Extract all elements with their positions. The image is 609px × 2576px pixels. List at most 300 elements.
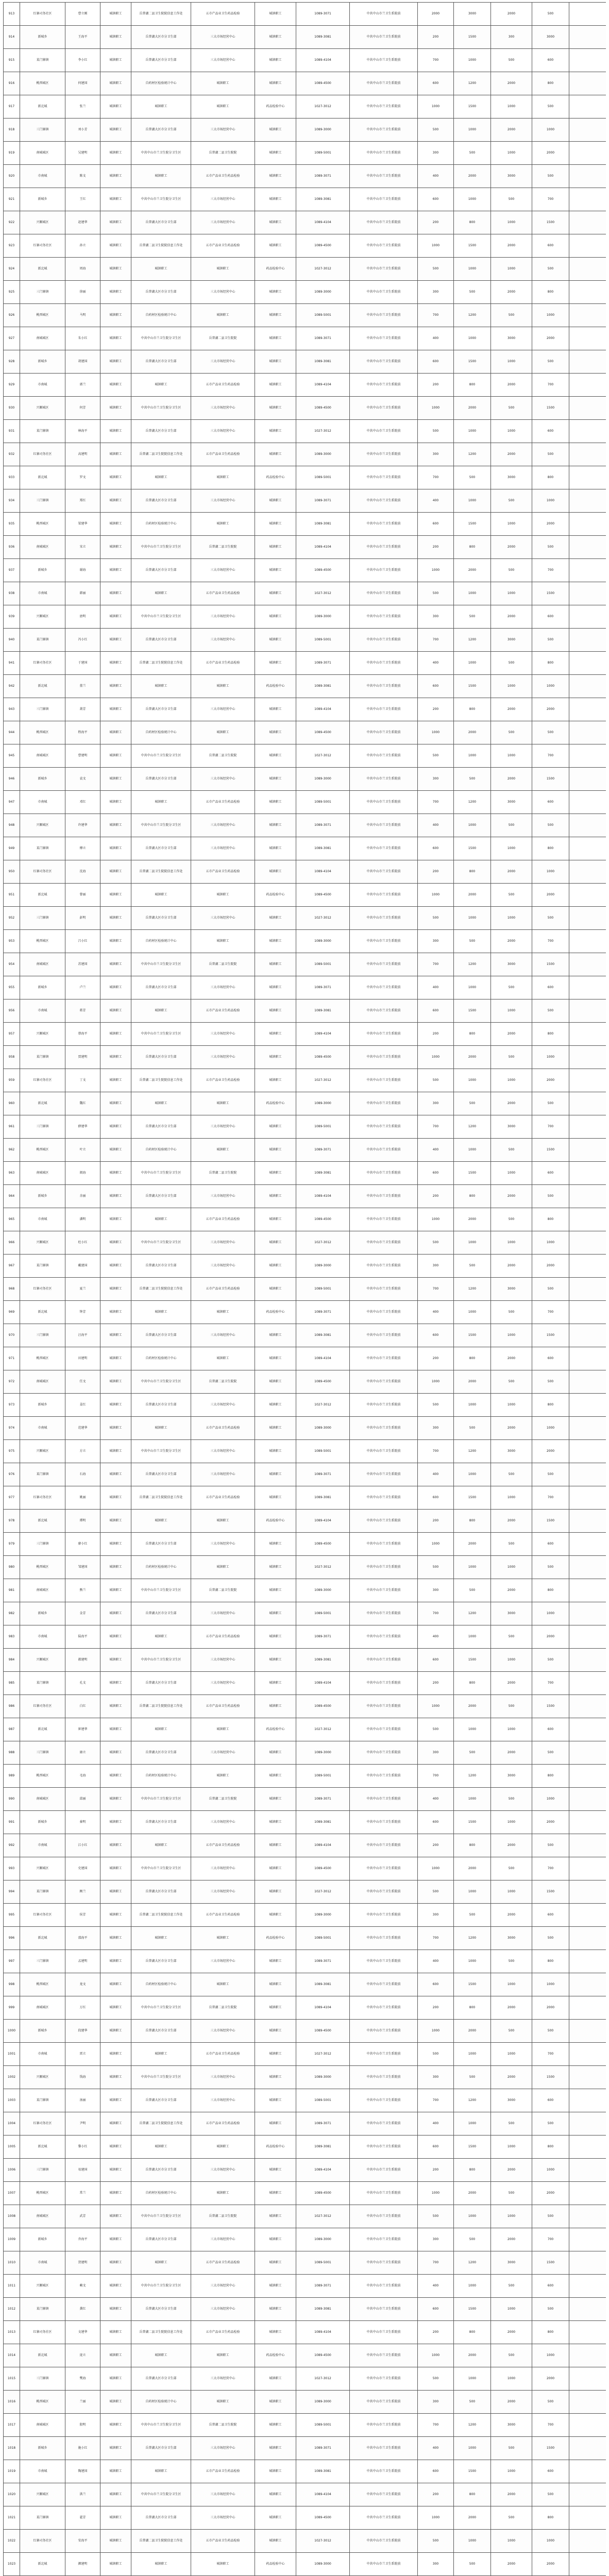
- category-cell: 城镇职工: [100, 744, 131, 768]
- amount-cell: 500: [532, 2205, 569, 2228]
- category-cell: 城镇职工: [100, 953, 131, 976]
- amount-cell: 500: [532, 2112, 569, 2136]
- institution-cell: 中共中山市兰卫生院分卫生区: [131, 536, 191, 559]
- person-name-cell: 于建国: [65, 652, 100, 675]
- category-cell: 城镇职工: [100, 2298, 131, 2321]
- plan-cell: 城镇职工: [191, 95, 255, 118]
- table-row: [4, 1046, 606, 1069]
- amount-cell: 2000: [491, 1672, 532, 1695]
- institution-cell: 岳普湖大区市分卫生部: [131, 1185, 191, 1208]
- amount-cell: 700: [532, 930, 569, 953]
- position-cell: 城镇职工: [255, 304, 296, 327]
- code-cell: 1089-3000: [296, 118, 350, 142]
- position-cell: 城镇职工: [255, 2506, 296, 2530]
- amount-cell: 600: [532, 420, 569, 443]
- person-name-cell: 郝建明: [65, 1649, 100, 1672]
- unit-cell: 中共中山市兰卫生系院前: [350, 188, 418, 211]
- position-cell: 城镇职工: [255, 1811, 296, 1834]
- unit-cell: 中共中山市兰卫生系院前: [350, 1834, 418, 1857]
- amount-cell: 1500: [454, 1811, 491, 1834]
- person-name-cell: 侯芳: [65, 1904, 100, 1927]
- institution-cell: 岳普湖二县卫生院院信息工作处: [131, 2321, 191, 2344]
- row-number-cell: 986: [4, 1695, 20, 1718]
- amount-cell: 500: [532, 1185, 569, 1208]
- person-name-cell: 沈海: [65, 860, 100, 884]
- code-cell: 1089-5001: [296, 629, 350, 652]
- institution-cell: 中共中山市兰卫生院分卫生区: [131, 1162, 191, 1185]
- institution-cell: 岳普湖大区市分卫生部: [131, 1255, 191, 1278]
- position-cell: 城镇职工: [255, 2228, 296, 2251]
- institution-cell: 岳普湖大区市分卫生部: [131, 26, 191, 49]
- amount-cell: 2000: [491, 2228, 532, 2251]
- person-name-cell: 程海平: [65, 721, 100, 744]
- amount-cell: 3000: [491, 953, 532, 976]
- code-cell: 1089-3000: [296, 2066, 350, 2089]
- code-cell: 1089-3081: [296, 2460, 350, 2483]
- amount-cell: 500: [532, 350, 569, 374]
- unit-cell: 中共中山市兰卫生系院前: [350, 258, 418, 281]
- table-row: [4, 374, 606, 397]
- row-number-cell: 947: [4, 791, 20, 814]
- position-cell: 药品检验中心: [255, 258, 296, 281]
- institution-cell: 自药材区检验统计中心: [131, 1556, 191, 1579]
- unit-cell: 中共中山市兰卫生系院前: [350, 2344, 418, 2367]
- amount-cell: 500: [454, 2066, 491, 2089]
- unit-cell: 中共中山市兰卫生系院前: [350, 350, 418, 374]
- amount-cell: 1000: [418, 95, 454, 118]
- amount-cell: 400: [418, 976, 454, 999]
- table-row: [4, 489, 606, 513]
- amount-cell: 600: [532, 791, 569, 814]
- code-cell: 1089-3000: [296, 1579, 350, 1602]
- town-cell: 红寨司务社区: [20, 652, 65, 675]
- position-cell: 城镇职工: [255, 1046, 296, 1069]
- town-cell: 桃西城区: [20, 1556, 65, 1579]
- town-cell: 某门寨镇: [20, 837, 65, 860]
- amount-cell: 500: [418, 118, 454, 142]
- position-cell: 城镇职工: [255, 1533, 296, 1556]
- amount-cell: 1500: [532, 1139, 569, 1162]
- code-cell: 1089-4104: [296, 1185, 350, 1208]
- blank-cell: [569, 1950, 606, 1973]
- amount-cell: 2000: [491, 2066, 532, 2089]
- town-cell: 红寨司务社区: [20, 1278, 65, 1301]
- amount-cell: 2000: [491, 374, 532, 397]
- blank-cell: [569, 513, 606, 536]
- person-name-cell: 董兰: [65, 675, 100, 698]
- table-row: [4, 791, 606, 814]
- person-name-cell: 曹建明: [65, 744, 100, 768]
- unit-cell: 中共中山市兰卫生系院前: [350, 2275, 418, 2298]
- amount-cell: 2000: [491, 860, 532, 884]
- category-cell: 城镇职工: [100, 837, 131, 860]
- plan-cell: 三大市场经营中心: [191, 2066, 255, 2089]
- blank-cell: [569, 2066, 606, 2089]
- table-row: [4, 1718, 606, 1741]
- row-number-cell: 989: [4, 1765, 20, 1788]
- table-row: [4, 1347, 606, 1370]
- amount-cell: 2000: [491, 234, 532, 258]
- institution-cell: 岳普湖大区市分卫生部: [131, 1115, 191, 1139]
- position-cell: 药品检验中心: [255, 1510, 296, 1533]
- amount-cell: 1500: [454, 1324, 491, 1347]
- amount-cell: 200: [418, 2159, 454, 2182]
- plan-cell: 城镇职工: [191, 1927, 255, 1950]
- code-cell: 1089-4500: [296, 1046, 350, 1069]
- person-name-cell: 郭兰: [65, 374, 100, 397]
- blank-cell: [569, 234, 606, 258]
- category-cell: 城镇职工: [100, 234, 131, 258]
- town-cell: 新城乡: [20, 976, 65, 999]
- position-cell: 药品检验中心: [255, 675, 296, 698]
- amount-cell: 1500: [454, 999, 491, 1023]
- amount-cell: 800: [532, 281, 569, 304]
- amount-cell: 2000: [532, 2367, 569, 2391]
- town-cell: 新北城: [20, 1927, 65, 1950]
- blank-cell: [569, 1115, 606, 1139]
- institution-cell: 城镇职工: [131, 1927, 191, 1950]
- row-number-cell: 942: [4, 675, 20, 698]
- blank-cell: [569, 374, 606, 397]
- code-cell: 1089-3081: [296, 26, 350, 49]
- plan-cell: 城镇职工: [191, 304, 255, 327]
- amount-cell: 500: [532, 1463, 569, 1486]
- amount-cell: 300: [418, 2553, 454, 2576]
- plan-cell: 三大市场经营中心: [191, 2159, 255, 2182]
- category-cell: 城镇职工: [100, 350, 131, 374]
- unit-cell: 中共中山市兰卫生系院前: [350, 466, 418, 489]
- person-name-cell: 高建明: [65, 443, 100, 466]
- person-name-cell: 徐丽: [65, 281, 100, 304]
- amount-cell: 2000: [491, 1347, 532, 1370]
- institution-cell: 岳普湖二县卫生院院信息工作处: [131, 1069, 191, 1092]
- category-cell: 城镇职工: [100, 1023, 131, 1046]
- category-cell: 城镇职工: [100, 1208, 131, 1231]
- amount-cell: 800: [454, 536, 491, 559]
- amount-cell: 2000: [491, 3, 532, 26]
- plan-cell: 岳普湖二县卫生院院: [191, 953, 255, 976]
- amount-cell: 1500: [532, 2251, 569, 2275]
- unit-cell: 中共中山市兰卫生系院前: [350, 26, 418, 49]
- amount-cell: 1000: [454, 188, 491, 211]
- town-cell: 三门寨镇: [20, 2159, 65, 2182]
- blank-cell: [569, 1904, 606, 1927]
- person-name-cell: 熊兰: [65, 1579, 100, 1602]
- amount-cell: 400: [418, 2275, 454, 2298]
- person-name-cell: 韩丽: [65, 582, 100, 605]
- plan-cell: 三大市场经营中心: [191, 1185, 255, 1208]
- unit-cell: 中共中山市兰卫生系院前: [350, 281, 418, 304]
- person-name-cell: 余丽: [65, 1185, 100, 1208]
- row-number-cell: 938: [4, 582, 20, 605]
- amount-cell: 2000: [491, 72, 532, 95]
- code-cell: 1089-4500: [296, 2506, 350, 2530]
- position-cell: 城镇职工: [255, 165, 296, 188]
- amount-cell: 200: [418, 698, 454, 721]
- category-cell: 城镇职工: [100, 1139, 131, 1162]
- code-cell: 1089-3000: [296, 605, 350, 629]
- category-cell: 城镇职工: [100, 1231, 131, 1255]
- row-number-cell: 975: [4, 1440, 20, 1463]
- plan-cell: 三大市场经营中心: [191, 49, 255, 72]
- category-cell: 城镇职工: [100, 582, 131, 605]
- plan-cell: 城镇职工: [191, 930, 255, 953]
- category-cell: 城镇职工: [100, 1579, 131, 1602]
- amount-cell: 300: [418, 281, 454, 304]
- blank-cell: [569, 49, 606, 72]
- blank-cell: [569, 281, 606, 304]
- category-cell: 城镇职工: [100, 1950, 131, 1973]
- amount-cell: 2000: [532, 2553, 569, 2576]
- row-number-cell: 998: [4, 1973, 20, 1996]
- category-cell: 城镇职工: [100, 304, 131, 327]
- amount-cell: 1500: [532, 1510, 569, 1533]
- town-cell: 兴顺城区: [20, 1023, 65, 1046]
- position-cell: 城镇职工: [255, 1115, 296, 1139]
- blank-cell: [569, 1834, 606, 1857]
- amount-cell: 1200: [454, 304, 491, 327]
- position-cell: 城镇职工: [255, 953, 296, 976]
- institution-cell: 岳普湖二县卫生院院信息工作处: [131, 1486, 191, 1510]
- category-cell: 城镇职工: [100, 49, 131, 72]
- code-cell: 1089-3071: [296, 1301, 350, 1324]
- person-name-cell: 石海: [65, 1463, 100, 1486]
- town-cell: 市南城: [20, 582, 65, 605]
- amount-cell: 500: [491, 814, 532, 837]
- unit-cell: 中共中山市兰卫生系院前: [350, 2089, 418, 2112]
- category-cell: 城镇职工: [100, 2344, 131, 2367]
- plan-cell: 三大市场经营中心: [191, 605, 255, 629]
- position-cell: 城镇职工: [255, 1394, 296, 1417]
- blank-cell: [569, 2344, 606, 2367]
- blank-cell: [569, 999, 606, 1023]
- table-row: [4, 999, 606, 1023]
- unit-cell: 中共中山市兰卫生系院前: [350, 2159, 418, 2182]
- town-cell: 桃西城区: [20, 2182, 65, 2205]
- code-cell: 1027-3012: [296, 258, 350, 281]
- amount-cell: 1000: [454, 2437, 491, 2460]
- town-cell: 市南城: [20, 2460, 65, 2483]
- unit-cell: 中共中山市兰卫生系院前: [350, 1950, 418, 1973]
- plan-cell: 岳普湖二县卫生院院: [191, 142, 255, 165]
- position-cell: 城镇职工: [255, 814, 296, 837]
- town-cell: 红寨司务社区: [20, 860, 65, 884]
- blank-cell: [569, 26, 606, 49]
- town-cell: 三门寨镇: [20, 281, 65, 304]
- amount-cell: 1000: [491, 1718, 532, 1741]
- amount-cell: 1500: [532, 2066, 569, 2089]
- amount-cell: 600: [532, 1347, 569, 1370]
- unit-cell: 中共中山市兰卫生系院前: [350, 2391, 418, 2414]
- unit-cell: 中共中山市兰卫生系院前: [350, 304, 418, 327]
- blank-cell: [569, 1788, 606, 1811]
- amount-cell: 500: [532, 1556, 569, 1579]
- table-row: [4, 26, 606, 49]
- amount-cell: 1500: [454, 2460, 491, 2483]
- unit-cell: 中共中山市兰卫生系院前: [350, 1811, 418, 1834]
- institution-cell: 中共中山市兰卫生院分卫生区: [131, 2066, 191, 2089]
- amount-cell: 700: [532, 1857, 569, 1880]
- unit-cell: 中共中山市兰卫生系院前: [350, 860, 418, 884]
- town-cell: 新北城: [20, 2344, 65, 2367]
- plan-cell: 三大市场经营中心: [191, 1231, 255, 1255]
- position-cell: 城镇职工: [255, 1649, 296, 1672]
- amount-cell: 1000: [491, 2460, 532, 2483]
- person-name-cell: 赖文: [65, 2275, 100, 2298]
- category-cell: 城镇职工: [100, 1973, 131, 1996]
- amount-cell: 200: [418, 1672, 454, 1695]
- unit-cell: 中共中山市兰卫生系院前: [350, 2020, 418, 2043]
- position-cell: 城镇职工: [255, 2020, 296, 2043]
- town-cell: 红寨司务社区: [20, 3, 65, 26]
- position-cell: 城镇职工: [255, 3, 296, 26]
- amount-cell: 2000: [454, 559, 491, 582]
- category-cell: 城镇职工: [100, 2275, 131, 2298]
- amount-cell: 500: [532, 258, 569, 281]
- amount-cell: 200: [418, 26, 454, 49]
- table-row: [4, 976, 606, 999]
- blank-cell: [569, 2275, 606, 2298]
- row-number-cell: 1004: [4, 2112, 20, 2136]
- town-cell: 红寨司务社区: [20, 443, 65, 466]
- position-cell: 城镇职工: [255, 860, 296, 884]
- plan-cell: 城镇职工: [191, 466, 255, 489]
- town-cell: 桃西城区: [20, 1973, 65, 1996]
- row-number-cell: 981: [4, 1579, 20, 1602]
- person-name-cell: 马明: [65, 304, 100, 327]
- person-name-cell: 洪兰: [65, 2483, 100, 2506]
- blank-cell: [569, 605, 606, 629]
- town-cell: 兴顺城区: [20, 1440, 65, 1463]
- code-cell: 1089-3000: [296, 1904, 350, 1927]
- institution-cell: 岳普湖二县卫生院院信息工作处: [131, 1695, 191, 1718]
- person-name-cell: 廖小红: [65, 1533, 100, 1556]
- amount-cell: 700: [532, 1672, 569, 1695]
- amount-cell: 500: [491, 2506, 532, 2530]
- plan-cell: 三大市场经营中心: [191, 768, 255, 791]
- amount-cell: 800: [532, 2136, 569, 2159]
- plan-cell: 三大市场经营中心: [191, 489, 255, 513]
- plan-cell: 五市产品业卫生药品检验: [191, 2251, 255, 2275]
- amount-cell: 700: [532, 1486, 569, 1510]
- amount-cell: 500: [454, 930, 491, 953]
- blank-cell: [569, 1880, 606, 1904]
- person-name-cell: 郑红: [65, 489, 100, 513]
- amount-cell: 600: [418, 2460, 454, 2483]
- amount-cell: 1200: [454, 72, 491, 95]
- blank-cell: [569, 652, 606, 675]
- position-cell: 城镇职工: [255, 1255, 296, 1278]
- amount-cell: 500: [418, 2530, 454, 2553]
- category-cell: 城镇职工: [100, 721, 131, 744]
- position-cell: 城镇职工: [255, 72, 296, 95]
- row-number-cell: 965: [4, 1208, 20, 1231]
- category-cell: 城镇职工: [100, 814, 131, 837]
- town-cell: 南城城区: [20, 744, 65, 768]
- amount-cell: 800: [454, 698, 491, 721]
- plan-cell: 三大市场经营中心: [191, 1023, 255, 1046]
- code-cell: 1089-3081: [296, 2136, 350, 2159]
- amount-cell: 700: [532, 1115, 569, 1139]
- amount-cell: 500: [491, 1208, 532, 1231]
- institution-cell: 城镇职工: [131, 1301, 191, 1324]
- amount-cell: 1000: [491, 1231, 532, 1255]
- person-name-cell: 武芳: [65, 2205, 100, 2228]
- blank-cell: [569, 559, 606, 582]
- amount-cell: 600: [418, 2298, 454, 2321]
- amount-cell: 500: [532, 907, 569, 930]
- institution-cell: 城镇职工: [131, 675, 191, 698]
- institution-cell: 岳普湖大区市分卫生部: [131, 1880, 191, 1904]
- unit-cell: 中共中山市兰卫生系院前: [350, 443, 418, 466]
- position-cell: 城镇职工: [255, 2321, 296, 2344]
- amount-cell: 500: [532, 95, 569, 118]
- unit-cell: 中共中山市兰卫生系院前: [350, 976, 418, 999]
- amount-cell: 600: [418, 837, 454, 860]
- unit-cell: 中共中山市兰卫生系院前: [350, 930, 418, 953]
- institution-cell: 城镇职工: [131, 2344, 191, 2367]
- amount-cell: 500: [491, 397, 532, 420]
- amount-cell: 400: [418, 1788, 454, 1811]
- plan-cell: 城镇职工: [191, 2344, 255, 2367]
- amount-cell: 600: [532, 49, 569, 72]
- row-number-cell: 1015: [4, 2367, 20, 2391]
- amount-cell: 1500: [532, 582, 569, 605]
- plan-cell: 城镇职工: [191, 2391, 255, 2414]
- town-cell: 兴顺城区: [20, 2483, 65, 2506]
- amount-cell: 1000: [454, 2275, 491, 2298]
- amount-cell: 300: [418, 2228, 454, 2251]
- table-row: [4, 1324, 606, 1347]
- town-cell: 某门寨镇: [20, 1046, 65, 1069]
- town-cell: 兴顺城区: [20, 1649, 65, 1672]
- blank-cell: [569, 1579, 606, 1602]
- blank-cell: [569, 1347, 606, 1370]
- code-cell: 1089-4104: [296, 211, 350, 234]
- town-cell: 三门寨镇: [20, 1115, 65, 1139]
- person-name-cell: 白红: [65, 1695, 100, 1718]
- amount-cell: 500: [532, 2391, 569, 2414]
- amount-cell: 2000: [491, 2483, 532, 2506]
- row-number-cell: 935: [4, 513, 20, 536]
- town-cell: 兴顺城区: [20, 211, 65, 234]
- category-cell: 城镇职工: [100, 629, 131, 652]
- institution-cell: 城镇职工: [131, 1417, 191, 1440]
- town-cell: 兴顺城区: [20, 1231, 65, 1255]
- institution-cell: 中共中山市兰卫生院分卫生区: [131, 2483, 191, 2506]
- plan-cell: 城镇职工: [191, 2136, 255, 2159]
- amount-cell: 400: [418, 489, 454, 513]
- institution-cell: 岳普湖大区市分卫生部: [131, 698, 191, 721]
- amount-cell: 400: [418, 1301, 454, 1324]
- amount-cell: 600: [418, 350, 454, 374]
- code-cell: 1089-4500: [296, 884, 350, 907]
- amount-cell: 3000: [491, 2414, 532, 2437]
- roster-body: [4, 3, 606, 2576]
- town-cell: 新北城: [20, 95, 65, 118]
- category-cell: 城镇职工: [100, 605, 131, 629]
- row-number-cell: 993: [4, 1857, 20, 1880]
- institution-cell: 岳普湖大区市分卫生部: [131, 768, 191, 791]
- person-name-cell: 萧芳: [65, 698, 100, 721]
- position-cell: 城镇职工: [255, 397, 296, 420]
- amount-cell: 200: [418, 2321, 454, 2344]
- amount-cell: 500: [418, 420, 454, 443]
- institution-cell: 城镇职工: [131, 1834, 191, 1857]
- table-row: [4, 72, 606, 95]
- table-row: [4, 744, 606, 768]
- category-cell: 城镇职工: [100, 2228, 131, 2251]
